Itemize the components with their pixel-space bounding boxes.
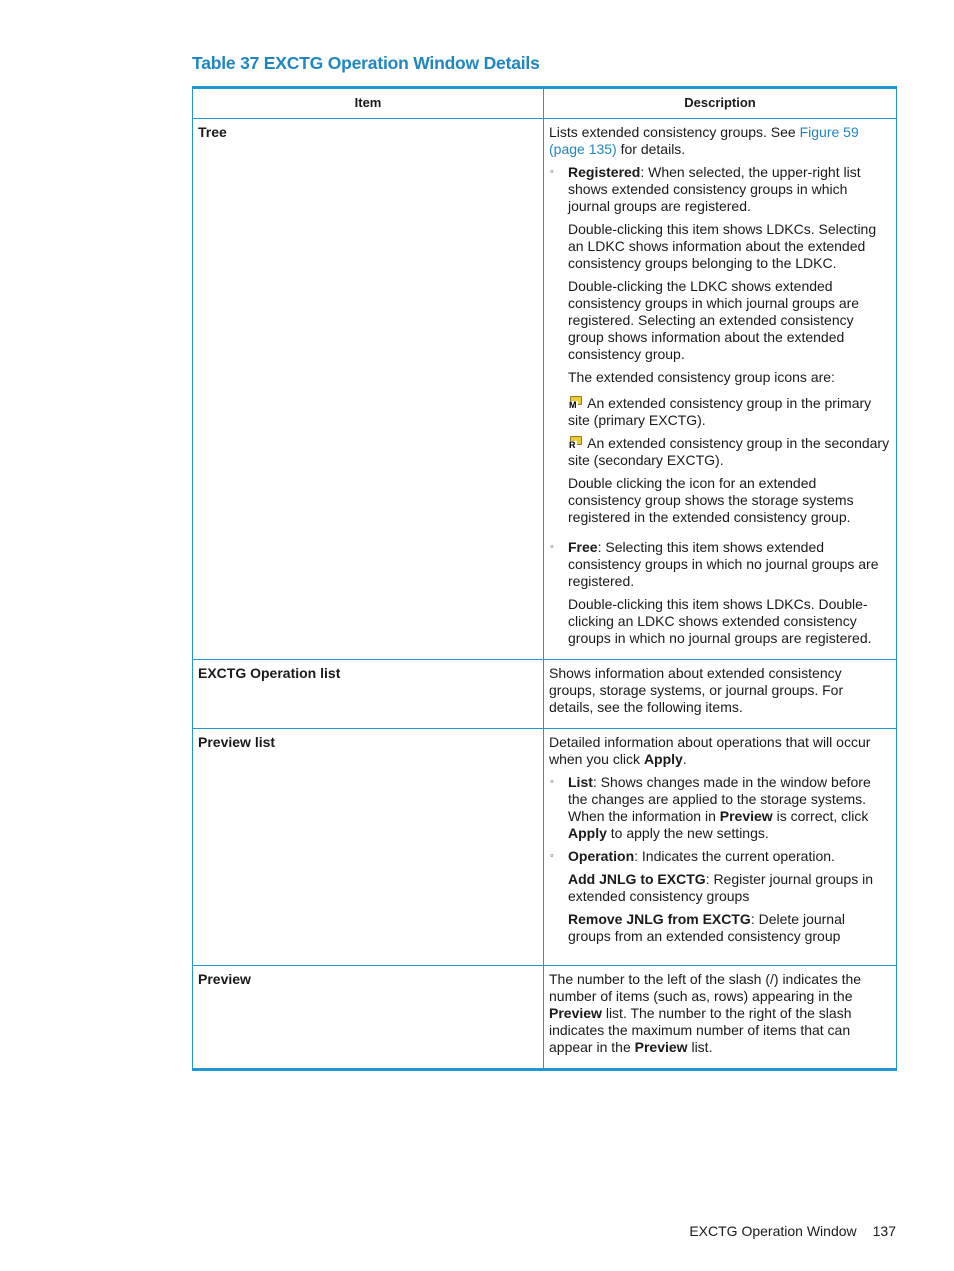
secondary-exctg-text: An extended consistency group in the secondary site (secondary EXCTG). — [568, 435, 890, 468]
tree-intro-text: Lists extended consistency groups. See — [549, 124, 800, 140]
table-row-oplist — [192, 660, 897, 729]
table-row-preview-list — [192, 729, 897, 966]
item-preview-list: Preview list — [192, 729, 544, 965]
bullet-list: ◦ List: Shows changes made in the window before the changes are applied to the storage systems. When the information in Preview is correct, click Apply to apply the new settings. — [549, 774, 890, 842]
bullet-operation: ◦ Operation: Indicates the current operation. — [549, 848, 890, 865]
description-preview-list — [544, 729, 897, 965]
table-row-tree — [192, 119, 897, 660]
add-jnlg-item: Add JNLG to EXCTG: Register journal groups in extended consistency groups — [568, 871, 873, 904]
tree-intro-tail: for details. — [616, 141, 686, 157]
page-footer — [689, 1223, 896, 1240]
item-oplist: EXCTG Operation list — [192, 660, 544, 728]
secondary-exctg-icon: R — [568, 436, 582, 450]
item-preview: Preview — [192, 966, 544, 1068]
table-row-preview — [192, 966, 897, 1068]
tree-para-1: Double-clicking this item shows LDKCs. Selecting an LDKC shows information about the extended consistency groups belonging to the LDKC. — [568, 221, 877, 271]
tree-para-5: Double-clicking this item shows LDKCs. Double-clicking an LDKC shows extended consistency groups in which no journal groups are registered. — [568, 596, 872, 646]
tree-para-3: The extended consistency group icons are: — [568, 369, 835, 385]
free-term: Free — [568, 539, 598, 555]
footer-section: EXCTG Operation Window — [689, 1223, 857, 1239]
registered-text: : When selected, the upper-right list shows extended consistency groups in which journal groups are registered. — [568, 164, 861, 214]
table-caption: Table 37 EXCTG Operation Window Details — [192, 53, 540, 73]
figure-link[interactable]: Figure 59 (page 135) — [549, 124, 859, 157]
description-preview — [544, 966, 897, 1068]
primary-exctg-icon: M — [568, 396, 582, 410]
header-description: Description — [544, 89, 897, 118]
item-tree: Tree — [192, 119, 544, 659]
secondary-exctg-item — [549, 435, 890, 469]
table-header-row — [192, 89, 897, 119]
preview-desc: The number to the left of the slash (/) indicates the number of items (such as, rows) appearing in the Preview list. The number to the right of the slash indicates the maximum number of items that can appear in the Preview list. — [549, 971, 862, 1055]
description-oplist — [544, 660, 897, 728]
details-table — [192, 86, 897, 1071]
registered-term: Registered — [568, 164, 641, 180]
tree-para-2: Double-clicking the LDKC shows extended consistency groups in which journal groups are registered. Selecting an extended consistency group shows information about the extended consistency group. — [568, 278, 860, 362]
bullet-free — [549, 539, 890, 590]
description-tree — [544, 119, 897, 659]
bullet-registered — [549, 164, 890, 215]
free-text: : Selecting this item shows extended consistency groups in which no journal groups are registered. — [568, 539, 879, 589]
preview-list-intro: Detailed information about operations that will occur when you click Apply. — [549, 734, 871, 767]
oplist-desc: Shows information about extended consistency groups, storage systems, or journal groups. For details, see the following items. — [549, 665, 844, 715]
tree-intro — [549, 124, 890, 158]
page-number: 137 — [872, 1223, 896, 1239]
header-item: Item — [192, 89, 544, 118]
primary-exctg-text: An extended consistency group in the primary site (primary EXCTG). — [568, 395, 872, 428]
tree-para-4: Double clicking the icon for an extended consistency group shows the storage systems registered in the extended consistency group. — [568, 475, 854, 525]
primary-exctg-item — [549, 395, 890, 429]
remove-jnlg-item: Remove JNLG from EXCTG: Delete journal groups from an extended consistency group — [568, 911, 845, 944]
